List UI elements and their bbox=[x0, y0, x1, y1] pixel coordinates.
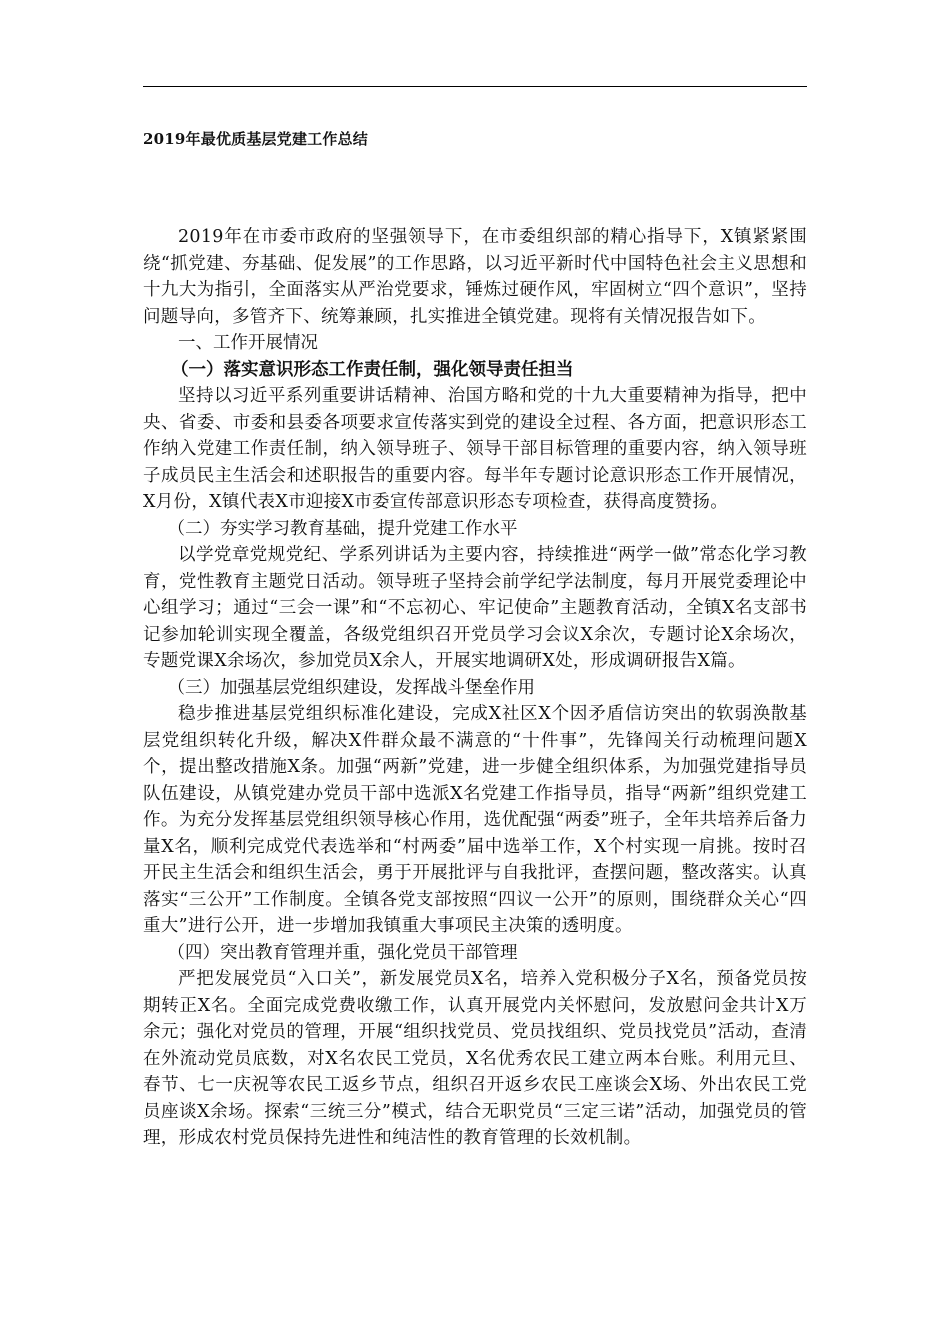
subsection-heading-2: （二）夯实学习教育基础，提升党建工作水平 bbox=[167, 518, 518, 539]
subsection-heading-3: （三）加强基层党组织建设，发挥战斗堡垒作用 bbox=[167, 677, 535, 698]
subsection-heading-4: （四）突出教育管理并重，强化党员干部管理 bbox=[167, 942, 518, 963]
document-title: 2019年最优质基层党建工作总结 bbox=[143, 130, 368, 148]
header-rule bbox=[143, 86, 807, 87]
document-body bbox=[143, 224, 807, 1152]
paragraph-2: 以学党章党规党纪、学系列讲话为主要内容，持续推进“两学一做”常态化学习教育，党性教育主题党日活动。领导班子坚持会前学纪学法制度，每月开展党委理论中心组学习；通过“三会一课”和“不忘初心、牢记使命”主题教育活动，全镇X名支部书记参加轮训实现全覆盖，各级党组织召开党员学习会议X余次，专题讨论X余场次，专题党课X余场次，参加党员X余人，开展实地调研X处，形成调研报告X篇。 bbox=[143, 545, 807, 671]
intro-paragraph: 2019年在市委市政府的坚强领导下，在市委组织部的精心指导下，X镇紧紧围绕“抓党建、夯基础、促发展”的工作思路，以习近平新时代中国特色社会主义思想和十九大为指引，全面落实从严治党要求，锤炼过硬作风，牢固树立“四个意识”，坚持问题导向，多管齐下、统筹兼顾，扎实推进全镇党建。现将有关情况报告如下。 bbox=[143, 227, 807, 327]
subsection-heading-1: （一）落实意识形态工作责任制，强化领导责任担当 bbox=[171, 359, 574, 380]
paragraph-1: 坚持以习近平系列重要讲话精神、治国方略和党的十九大重要精神为指导，把中央、省委、市委和县委各项要求宣传落实到党的建设全过程、各方面，把意识形态工作纳入党建工作责任制，纳入领导班子、领导干部目标管理的重要内容，纳入领导班子成员民主生活会和述职报告的重要内容。每半年专题讨论意识形态工作开展情况，X月份，X镇代表X市迎接X市委宣传部意识形态专项检查，获得高度赞扬。 bbox=[143, 386, 807, 512]
paragraph-4: 严把发展党员“入口关”，新发展党员X名，培养入党积极分子X名，预备党员按期转正X名。全面完成党费收缴工作，认真开展党内关怀慰问，发放慰问金共计X万余元；强化对党员的管理，开展“组织找党员、党员找组织、党员找党员”活动，查清在外流动党员底数，对X名农民工党员，X名优秀农民工建立两本台账。利用元旦、春节、七一庆祝等农民工返乡节点，组织召开返乡农民工座谈会X场、外出农民工党员座谈X余场。探索“三统三分”模式，结合无职党员“三定三诺”活动，加强党员的管理，形成农村党员保持先进性和纯洁性的教育管理的长效机制。 bbox=[143, 969, 807, 1148]
section-heading-1: 一、工作开展情况 bbox=[178, 333, 318, 353]
paragraph-3: 稳步推进基层党组织标准化建设，完成X社区X个因矛盾信访突出的软弱涣散基层党组织转化升级，解决X件群众最不满意的“十件事”，先锋闯关行动梳理问题X个，提出整改措施X条。加强“两新”党建，进一步健全组织体系，为加强党建指导员队伍建设，从镇党建办党员干部中选派X名党建工作指导员，指导“两新”组织党建工作。为充分发挥基层党组织领导核心作用，选优配强“两委”班子，全年共培养后备力量X名，顺利完成党代表选举和“村两委”届中选举工作，X个村实现一肩挑。按时召开民主生活会和组织生活会，勇于开展批评与自我批评，查摆问题，整改落实。认真落实“三公开”工作制度。全镇各党支部按照“四议一公开”的原则，围绕群众关心“四重大”进行公开，进一步增加我镇重大事项民主决策的透明度。 bbox=[143, 704, 807, 936]
